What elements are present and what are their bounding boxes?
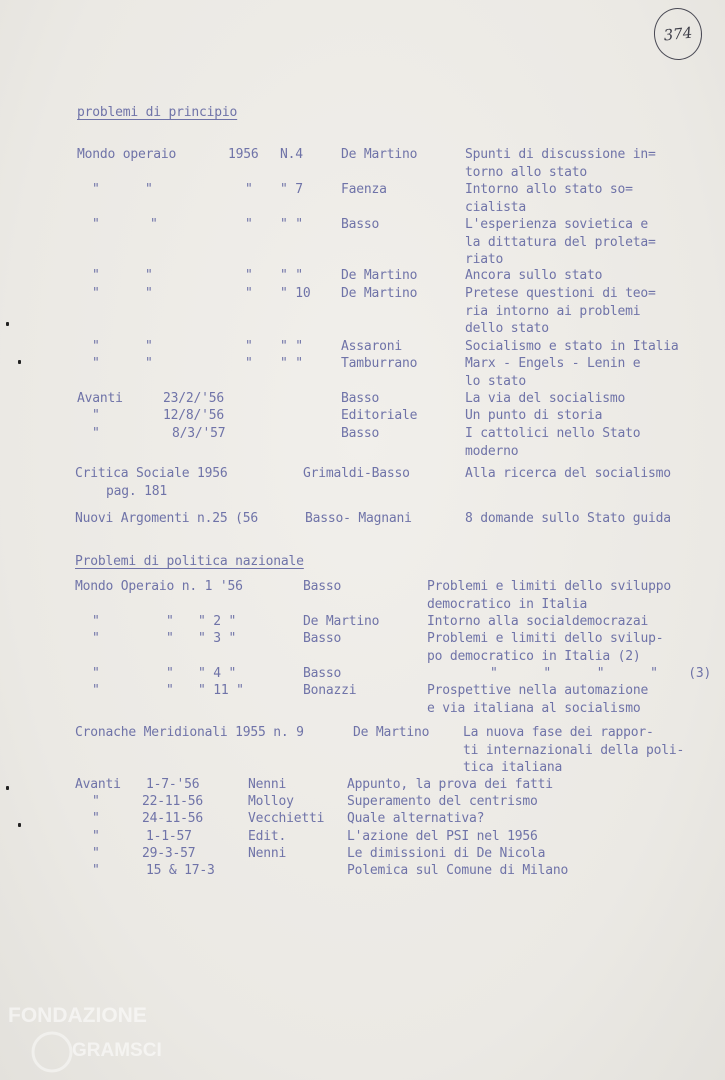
margin-mark [18, 360, 21, 364]
fondazione-gramsci-watermark [6, 1000, 186, 1075]
watermark-line1: FONDAZIONE [8, 1004, 147, 1027]
watermark-ring-icon [33, 1033, 71, 1071]
margin-mark [6, 322, 9, 326]
margin-mark [6, 786, 9, 790]
document-page: 374 problemi di principio Mondo operaio 1956 N.4 De Martino Spunti di discussione in= torno allo stato " " " " 7 Faenza Intorno allo stato so= cialista " " " " " Basso L'esperienza sovietica e la dittatura del proleta= riato " " " " " De Martino Ancora sullo stato " " " " 10 De Martino Pretese questioni di teo= ria intorno ai problemi dello stato " " " " " Assaroni Socialismo e stato in Italia " " " " " Tamburrano Marx - Engels - Lenin e lo stato Avanti 23/2/'56 Basso La via del socialismo " 12/8/'56 Editoriale Un punto di storia " 8/3/'57 Basso I cattolici nello Stato moderno Critica Sociale 1956 pag. 181 Grimaldi-Basso Alla ricerca del socialismo Nuovi Argomenti n.25 (56 Basso- Magnani 8 domande sullo Stato guida Problemi di politica nazionale Mondo Operaio n. 1 '56 Basso Problemi e limiti dello sviluppo democratico in Italia " " " 2 " De Martino Intorno alla socialdemocrazai " " " 3 " Basso Problemi e limiti dello svilup- po democratico in Italia (2) " " " 4 " Basso " " " " (3) " " " 11 " Bonazzi Prospettive nella automazione e via italiana al socialismo Cronache Meridionali 1955 n. 9 De Martino La nuova fase dei rappor- ti internazionali della poli- tica italiana Avanti 1-7-'56 Nenni Appunto, la prova dei fatti " 22-11-56 Molloy Superamento del centrismo " 24-11-56 Vecchietti Quale alternativa? " 1-1-57 Edit. L'azione del PSI nel 1956 " 29-3-57 Nenni Le dimissioni di De Nicola " 15 & 17-3 Polemica sul Comune di Milano FONDAZIONE GRAMSCI [0, 0, 725, 1080]
section-heading-principio: problemi di principio [77, 105, 238, 120]
page-number-stamp: 374 [651, 6, 704, 63]
margin-mark [18, 823, 21, 827]
watermark-line2: GRAMSCI [72, 1040, 162, 1061]
section-heading-politica-nazionale: Problemi di politica nazionale [75, 554, 304, 569]
